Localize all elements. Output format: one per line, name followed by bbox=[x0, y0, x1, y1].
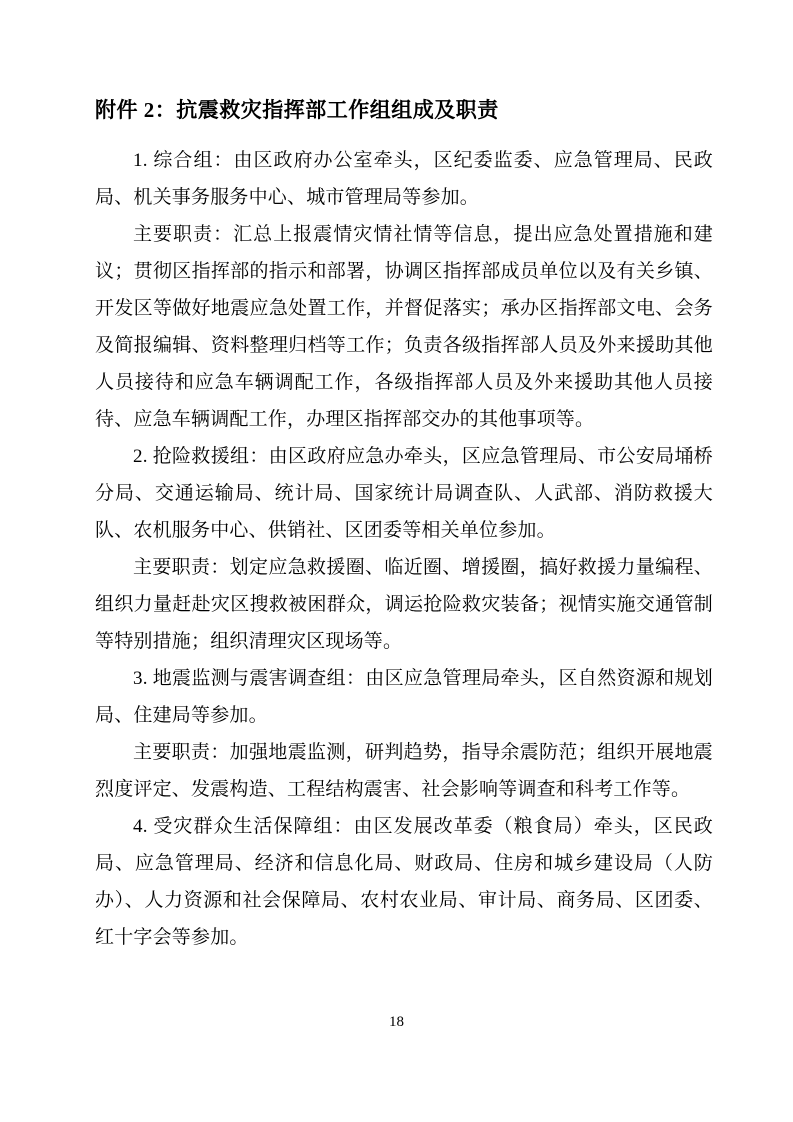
paragraph-group-1-members: 1. 综合组：由区政府办公室牵头，区纪委监委、应急管理局、民政局、机关事务服务中心、城市管理局等参加。 bbox=[95, 150, 713, 208]
paragraph-group-1-duties: 主要职责：汇总上报震情灾情社情等信息，提出应急处置措施和建议；贯彻区指挥部的指示和部署，协调区指挥部成员单位以及有关乡镇、开发区等做好地震应急处置工作，并督促落实；承办区指挥部文电、会务及简报编辑、资料整理归档等工作；负责各级指挥部人员及外来援助其他人员接待和应急车辆调配工作，各级指挥部人员及外来援助其他人员接待、应急车辆调配工作，办理区指挥部交办的其他事项等。 bbox=[95, 224, 713, 430]
paragraph-group-3-duties: 主要职责：加强地震监测，研判趋势，指导余震防范；组织开展地震烈度评定、发震构造、工程结构震害、社会影响等调查和科考工作等。 bbox=[95, 742, 713, 800]
paragraph-group-2-members: 2. 抢险救援组：由区政府应急办牵头，区应急管理局、市公安局埇桥分局、交通运输局、统计局、国家统计局调查队、人武部、消防救援大队、农机服务中心、供销社、区团委等相关单位参加。 bbox=[95, 446, 713, 541]
attachment-title: 附件 2：抗震救灾指挥部工作组组成及职责 bbox=[95, 98, 499, 122]
paragraph-group-3-members: 3. 地震监测与震害调查组：由区应急管理局牵头，区自然资源和规划局、住建局等参加。 bbox=[95, 668, 713, 726]
paragraph-group-2-duties: 主要职责：划定应急救援圈、临近圈、增援圈，搞好救援力量编程、组织力量赶赴灾区搜救被困群众，调运抢险救灾装备；视情实施交通管制等特别措施；组织清理灾区现场等。 bbox=[95, 557, 713, 652]
page-number: 18 bbox=[389, 1014, 404, 1030]
document-content bbox=[95, 94, 713, 956]
paragraph-group-4-members: 4. 受灾群众生活保障组：由区发展改革委（粮食局）牵头，区民政局、应急管理局、经济和信息化局、财政局、住房和城乡建设局（人防办）、人力资源和社会保障局、农村农业局、审计局、商务局、区团委、红十字会等参加。 bbox=[95, 816, 713, 948]
